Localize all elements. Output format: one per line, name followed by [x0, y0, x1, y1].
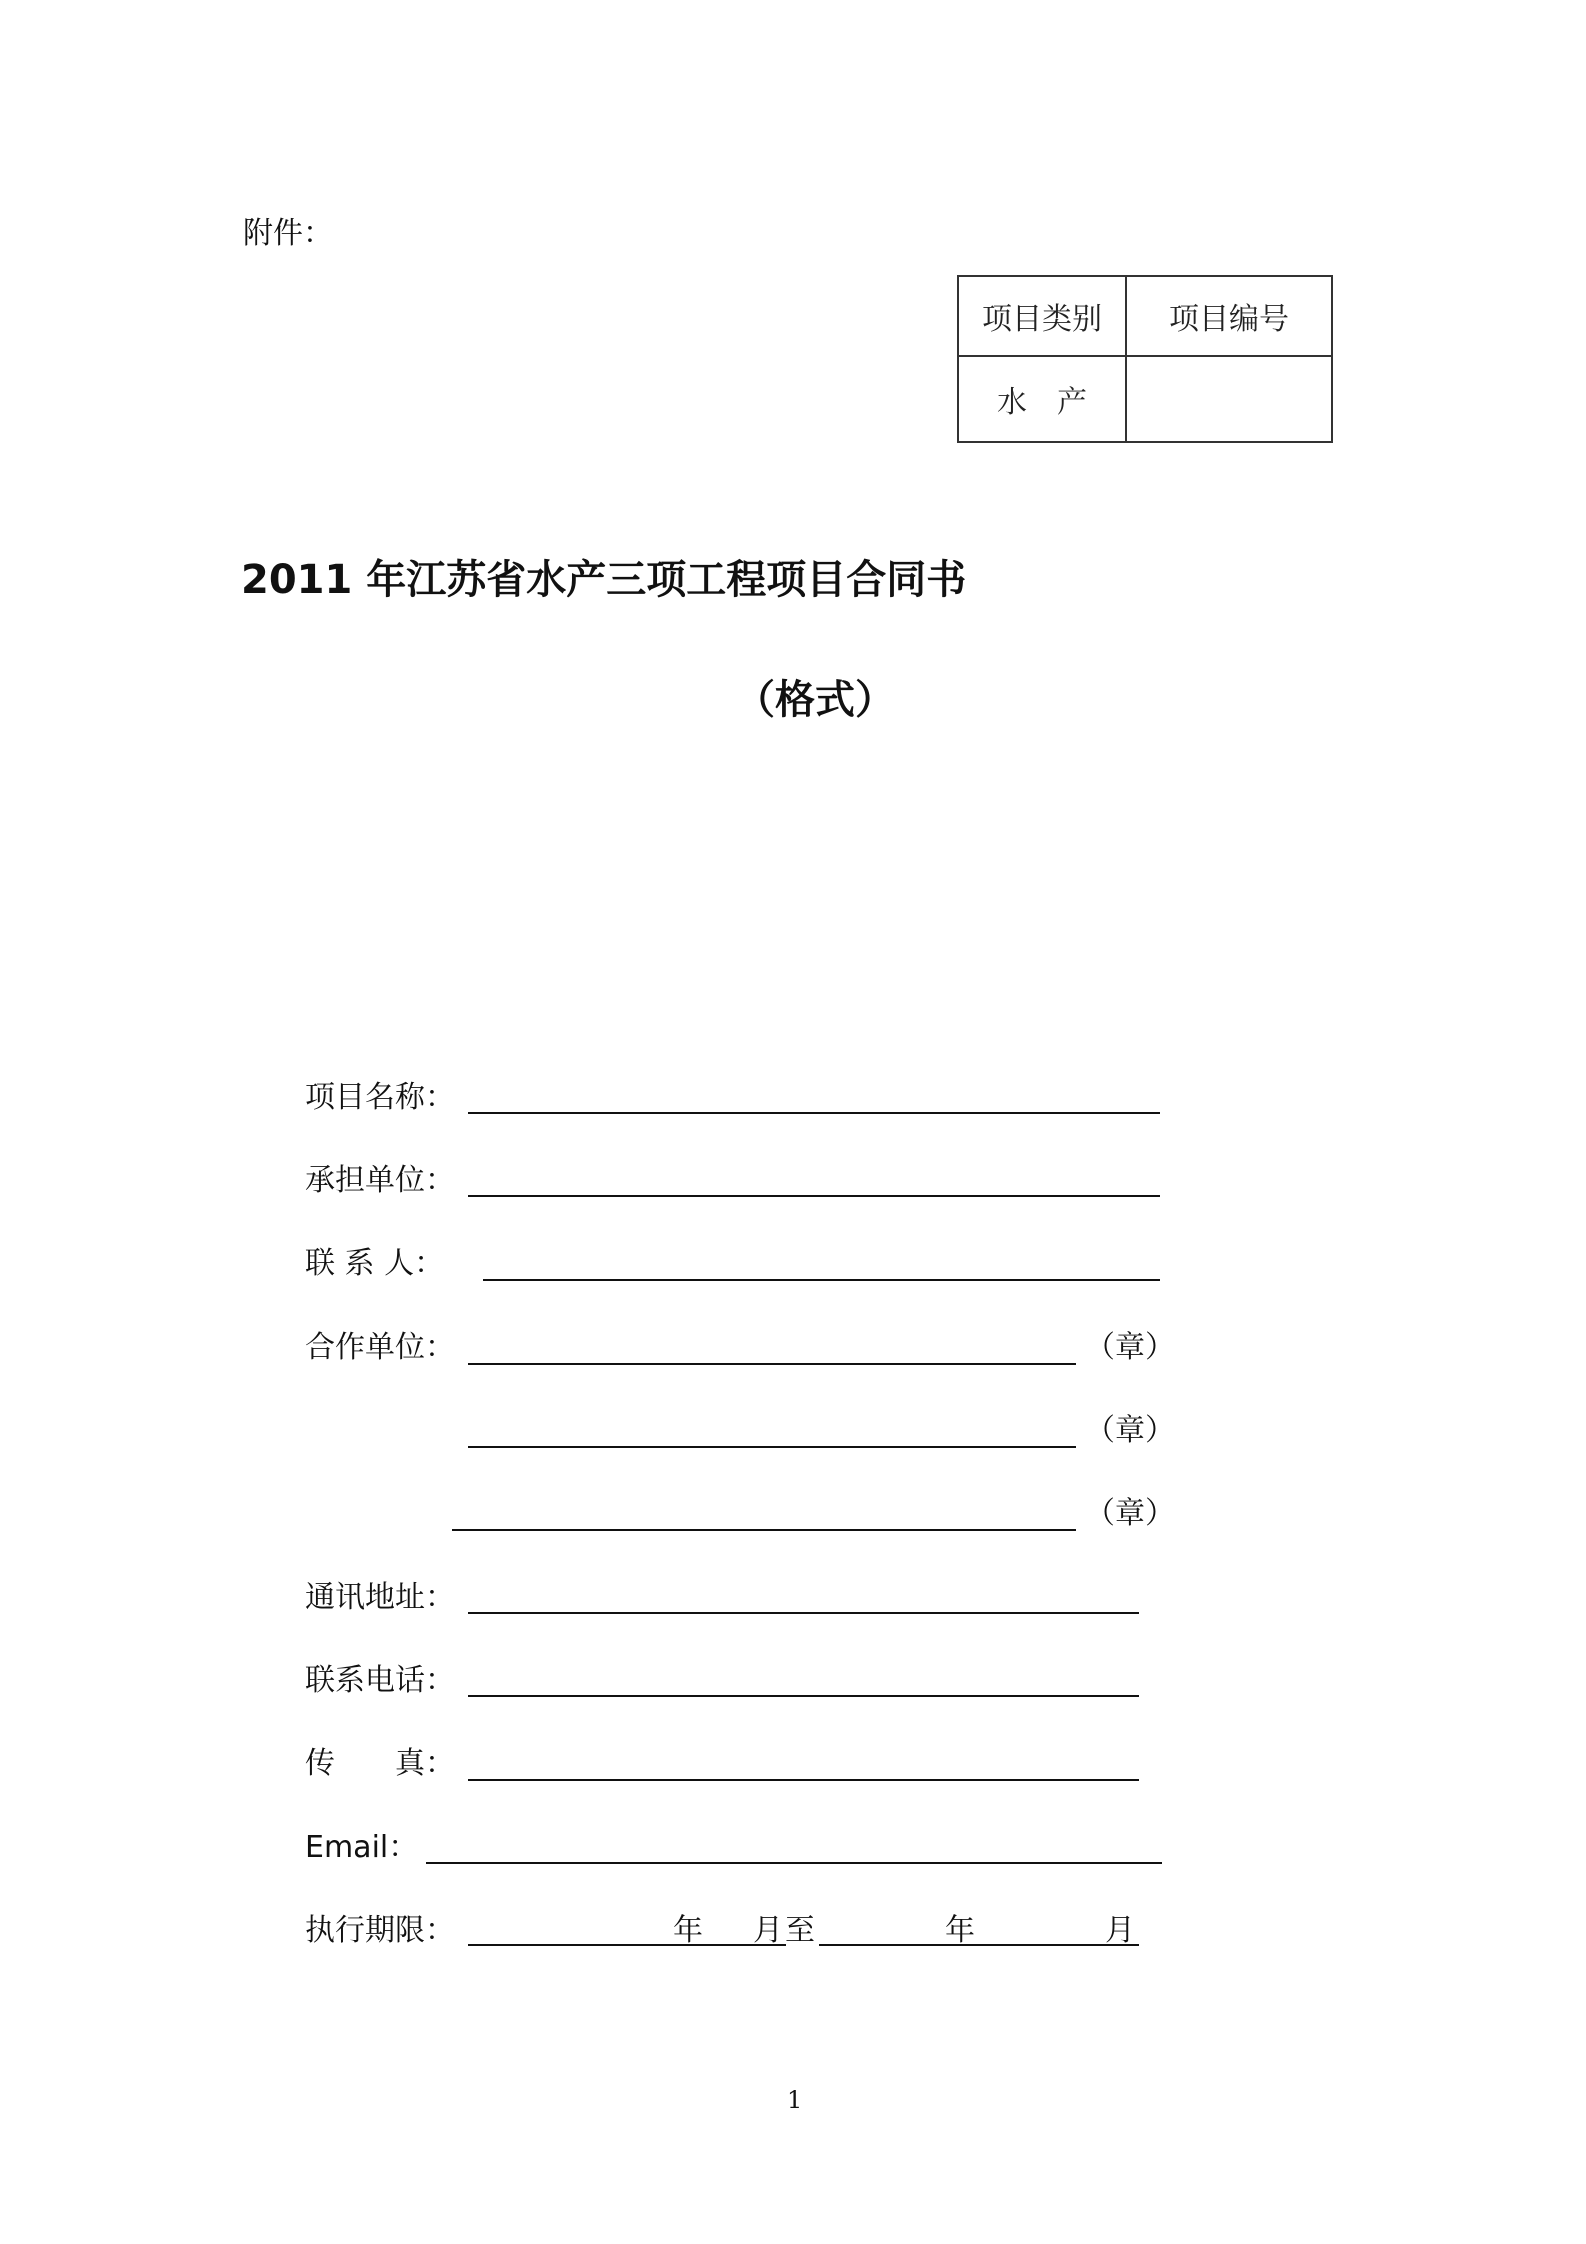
- period-end-field[interactable]: [819, 1944, 1139, 1946]
- project-category-table: [957, 275, 1333, 443]
- number-header: 项目编号: [1126, 276, 1332, 356]
- seal-mark-2: （章）: [1085, 1413, 1175, 1448]
- fax-label: 传 真：: [305, 1746, 455, 1781]
- category-value: 水 产: [958, 356, 1126, 442]
- project-number-cell[interactable]: [1126, 356, 1332, 442]
- contact-field[interactable]: [483, 1279, 1160, 1281]
- partner-label: 合作单位：: [305, 1330, 455, 1365]
- undertaker-label: 承担单位：: [305, 1163, 455, 1198]
- project-name-label: 项目名称：: [305, 1080, 455, 1115]
- phone-label: 联系电话：: [305, 1663, 455, 1698]
- document-subtitle: （格式）: [735, 677, 895, 723]
- period-label: 执行期限：: [305, 1913, 455, 1948]
- fax-field[interactable]: [468, 1779, 1139, 1781]
- partner-field-2[interactable]: [468, 1446, 1076, 1448]
- seal-mark-1: （章）: [1085, 1330, 1175, 1365]
- address-label: 通讯地址：: [305, 1580, 455, 1615]
- contact-label: 联 系 人：: [305, 1246, 445, 1281]
- to-char: 至: [785, 1913, 815, 1948]
- project-name-field[interactable]: [468, 1112, 1160, 1114]
- seal-mark-3: （章）: [1085, 1496, 1175, 1531]
- email-field[interactable]: [426, 1862, 1162, 1864]
- document-title: 2011 年江苏省水产三项工程项目合同书: [241, 557, 967, 603]
- end-month-char: 月: [1105, 1913, 1135, 1948]
- phone-field[interactable]: [468, 1695, 1139, 1697]
- email-label: Email：: [305, 1830, 419, 1865]
- attachment-label: 附件：: [243, 216, 333, 251]
- undertaker-field[interactable]: [468, 1195, 1160, 1197]
- end-year-char: 年: [945, 1913, 975, 1948]
- start-month-char: 月: [753, 1913, 783, 1948]
- category-header: 项目类别: [958, 276, 1126, 356]
- partner-field-1[interactable]: [468, 1363, 1076, 1365]
- period-start-field[interactable]: [468, 1944, 786, 1946]
- partner-field-3[interactable]: [452, 1529, 1076, 1531]
- start-year-char: 年: [673, 1913, 703, 1948]
- address-field[interactable]: [468, 1612, 1139, 1614]
- page-number: 1: [787, 2086, 803, 2114]
